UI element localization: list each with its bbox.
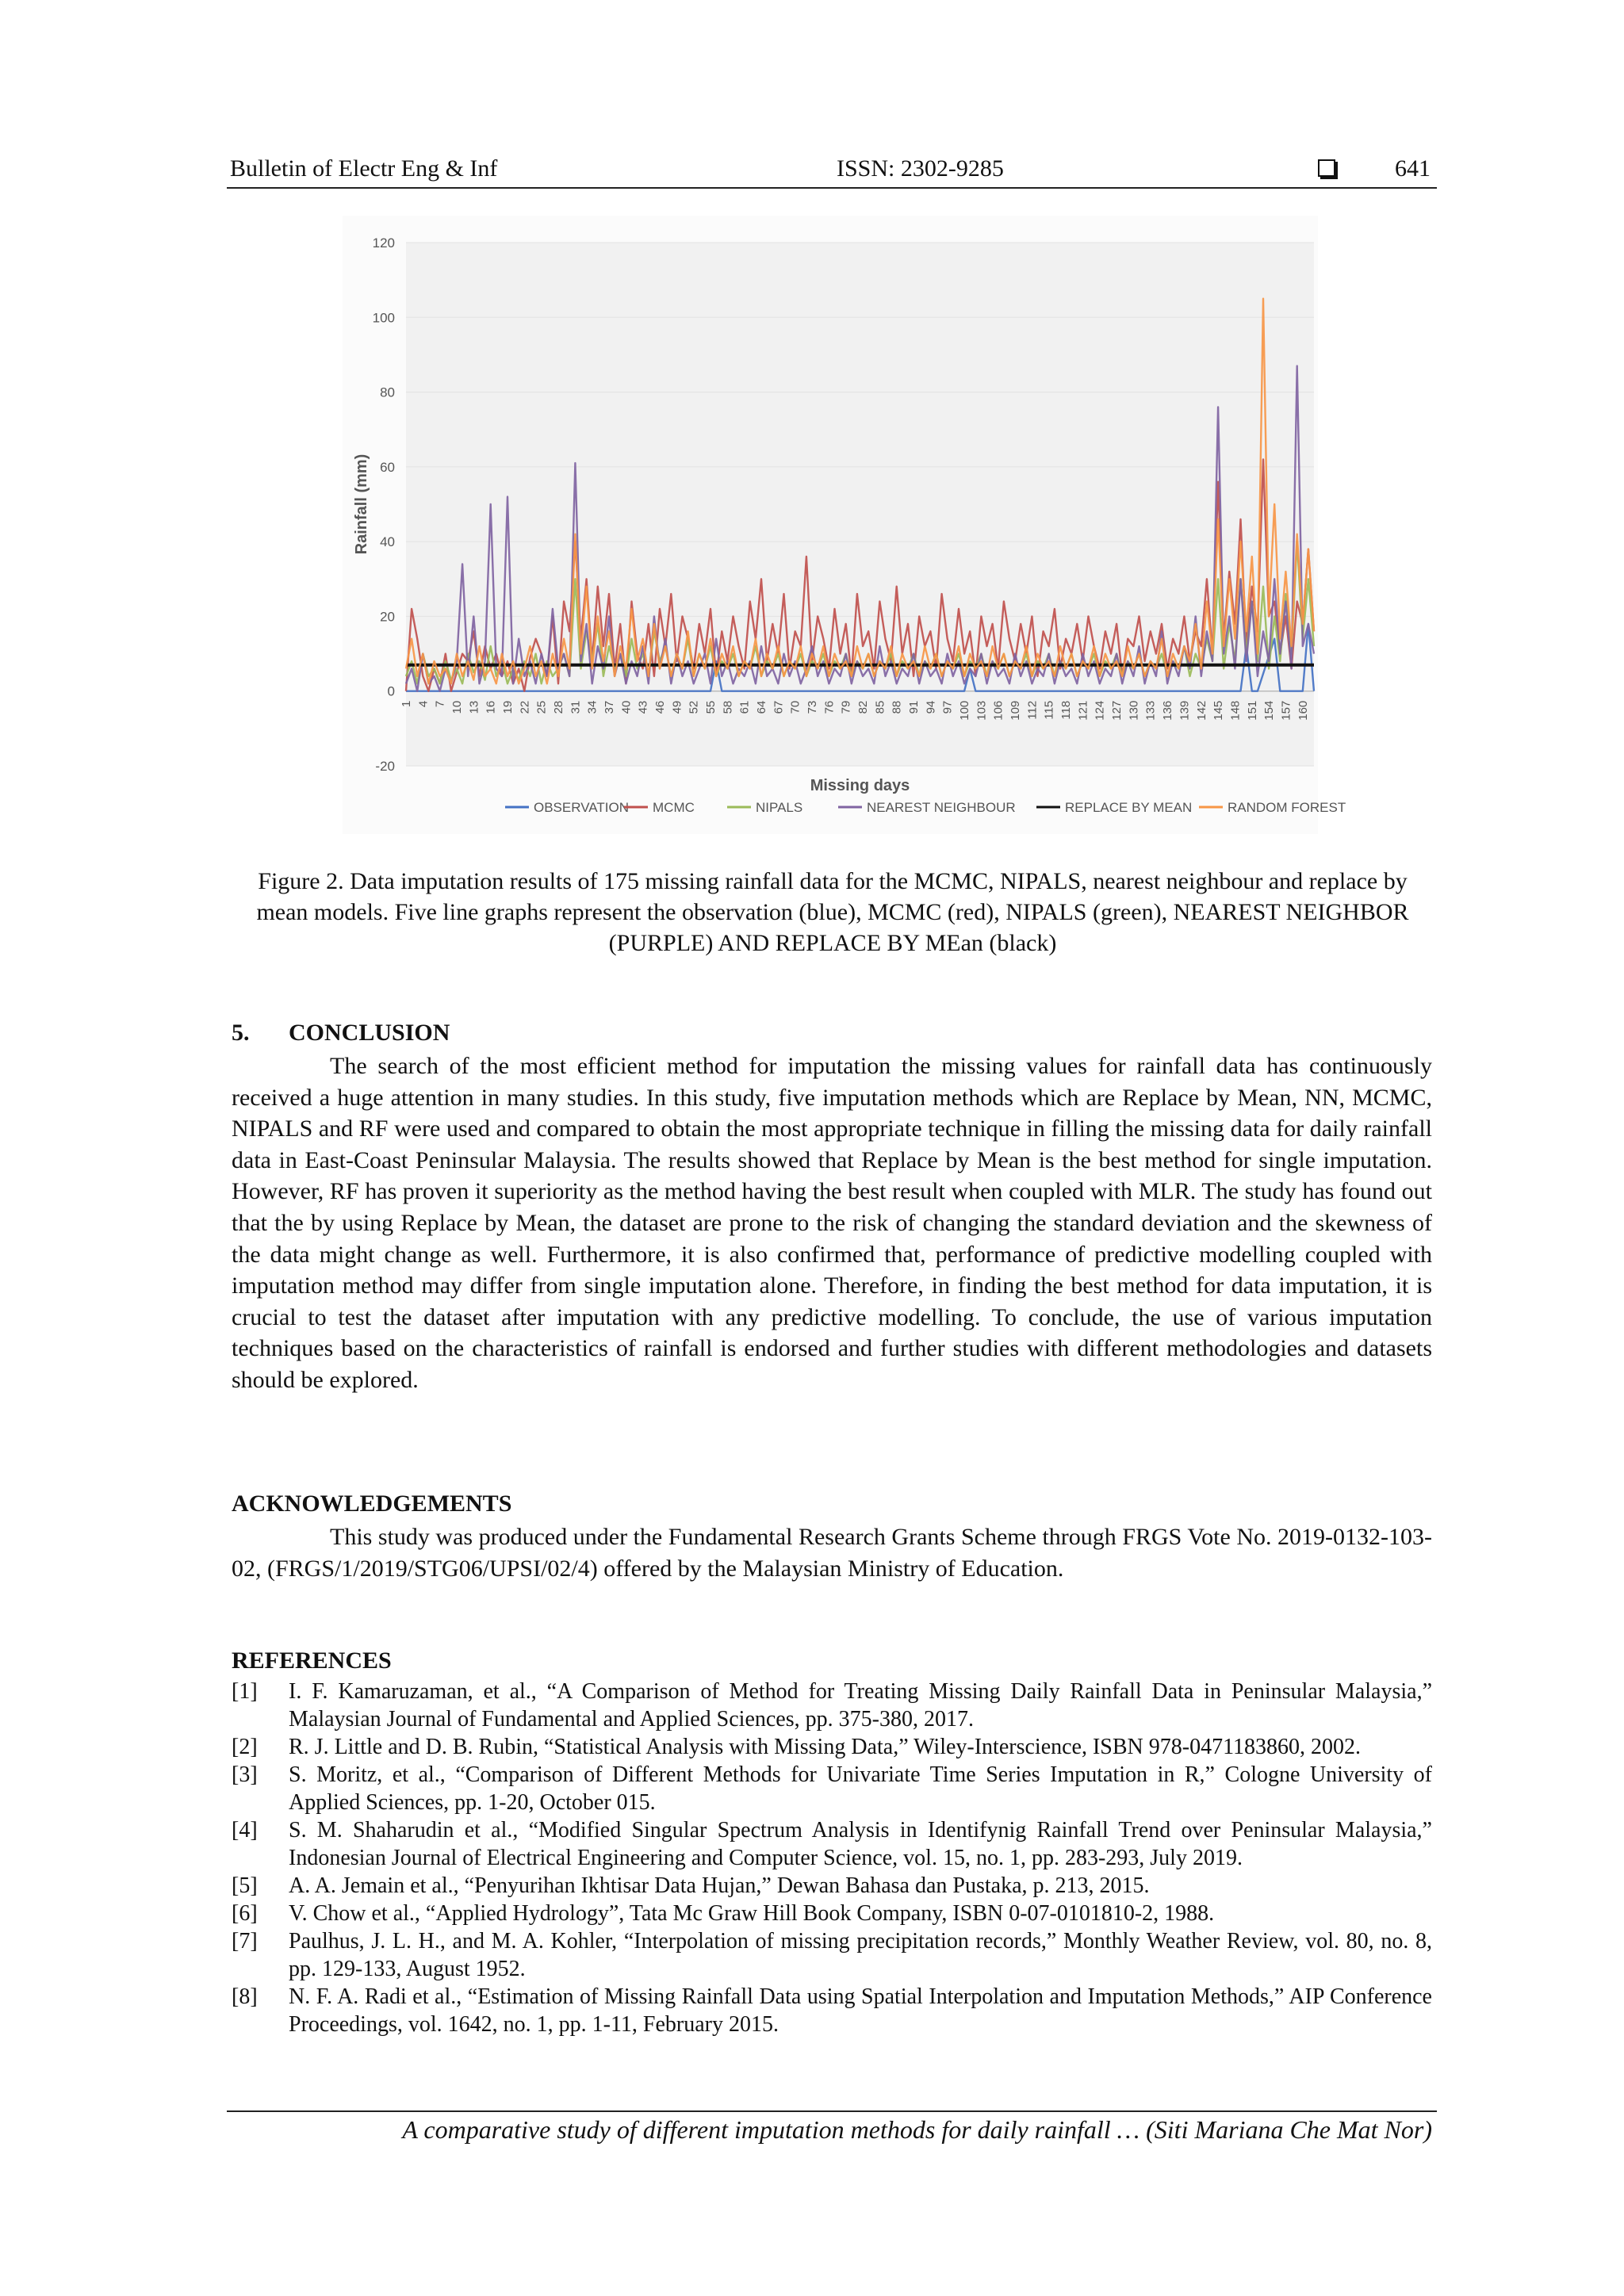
x-tick-label: 127 <box>1110 700 1124 721</box>
y-tick-label: -20 <box>375 759 395 774</box>
y-tick-label: 40 <box>380 534 395 550</box>
x-tick-label: 94 <box>924 700 938 714</box>
acknowledgements-paragraph <box>232 1521 1432 1584</box>
x-tick-label: 148 <box>1228 700 1243 721</box>
x-tick-label: 52 <box>687 700 701 714</box>
x-tick-label: 154 <box>1262 700 1277 721</box>
figure-caption: Figure 2. Data imputation results of 175 missing rainfall data for the MCMC, NIPALS, nearest neighbour and replace by mean models. Five line graphs represent the observation (blue), MCMC (red), NIPALS (green), NEAREST NEIGHBOR (PURPLE) AND REPLACE BY MEan (black) <box>256 868 1409 956</box>
legend-entry: NIPALS <box>756 800 803 815</box>
x-tick-label: 97 <box>940 700 955 714</box>
legend-entry: RANDOM FOREST <box>1228 800 1346 815</box>
reference-item: [2] R. J. Little and D. B. Rubin, “Statistical Analysis with Missing Data,” Wiley-Interscience, ISBN 978-0471183860, 2002. <box>232 1735 1362 1759</box>
reference-item: [4] S. M. Shaharudin et al., “Modified Singular Spectrum Analysis in Identifynig Rainfall Trend over Peninsular Malaysia,” Indonesian Journal of Electrical Engineering and Computer Science, vol. 15, no. 1, pp. 283-293, July 2019. <box>232 1818 1432 1870</box>
x-tick-label: 46 <box>653 700 668 714</box>
x-tick-label: 22 <box>518 700 532 714</box>
legend-entry: REPLACE BY MEAN <box>1065 800 1193 815</box>
x-tick-label: 91 <box>907 700 921 714</box>
x-tick-label: 118 <box>1059 700 1074 720</box>
x-tick-label: 13 <box>467 700 481 714</box>
x-tick-label: 73 <box>806 700 820 714</box>
x-tick-label: 151 <box>1245 700 1259 721</box>
x-tick-label: 79 <box>839 700 853 714</box>
x-tick-label: 112 <box>1025 700 1040 720</box>
conclusion-heading-number: 5. <box>232 1020 250 1046</box>
acknowledgements-text: This study was produced under the Fundamental Research Grants Scheme through FRGS Vote No. 2019-0132-103-02, (FRGS/1/2019/STG06/UPSI/02/4) offered by the Malaysian Ministry of Education. <box>232 1524 1432 1582</box>
x-tick-label: 31 <box>569 700 583 714</box>
x-tick-label: 64 <box>755 700 769 714</box>
legend-entry: NEAREST NEIGHBOUR <box>867 800 1016 815</box>
conclusion-text: The search of the most efficient method for imputation the missing values for rainfall data has continuously received a huge attention in many studies. In this study, five imputation methods which are Replace by Mean, NN, MCMC, NIPALS and RF were used and compared to obtain the most appropriate technique in filling the missing data for daily rainfall data in East-Coast Peninsular Malaysia. The results showed that Replace by Mean is the best method for single imputation. However, RF has proven it superiority as the method having the best result when coupled with MLR. The study has found out that the by using Replace by Mean, the dataset are prone to the risk of changing the standard deviation and the skewness of the data might change as well. Furthermore, it is also confirmed that, performance of predictive modelling coupled with imputation method may differ from single imputation alone. Therefore, in finding the best method for data imputation, it is crucial to test the dataset after imputation with any predictive modelling. To conclude, the use of various imputation techniques based on the characteristics of rainfall is endorsed and further studies with different methodologies and datasets should be explored. <box>232 1053 1432 1393</box>
x-tick-label: 34 <box>585 700 599 714</box>
x-tick-label: 106 <box>991 700 1005 721</box>
y-tick-label: 60 <box>380 459 395 475</box>
x-tick-label: 121 <box>1076 700 1090 721</box>
square-icon <box>1318 159 1335 177</box>
y-tick-label: 120 <box>372 235 395 251</box>
rainfall-imputation-chart <box>343 216 1346 834</box>
y-axis-label: Rainfall (mm) <box>353 453 370 555</box>
y-tick-label: 80 <box>380 385 395 400</box>
reference-item: [6] V. Chow et al., “Applied Hydrology”, Tata Mc Graw Hill Book Company, ISBN 0-07-0101810-2, 1988. <box>232 1901 1215 1926</box>
conclusion-heading: CONCLUSION <box>289 1020 450 1046</box>
x-tick-label: 133 <box>1143 700 1158 721</box>
figure-2 <box>343 216 1346 834</box>
x-tick-label: 70 <box>788 700 802 714</box>
issn: ISSN: 2302-9285 <box>837 155 1004 182</box>
conclusion-paragraph <box>232 1050 1432 1396</box>
plot-area <box>406 243 1314 766</box>
references-heading: REFERENCES <box>232 1647 392 1674</box>
running-footer: A comparative study of different imputation methods for daily rainfall … (Siti Mariana Che Mat Nor) <box>402 2115 1432 2144</box>
x-tick-label: 142 <box>1194 700 1208 721</box>
x-tick-label: 82 <box>856 700 871 714</box>
x-tick-label: 40 <box>619 700 634 714</box>
x-tick-label: 7 <box>433 700 447 708</box>
x-tick-label: 58 <box>721 700 735 714</box>
page-number: 641 <box>1395 155 1431 182</box>
x-tick-label: 16 <box>484 700 498 714</box>
footer-rule <box>227 2110 1437 2112</box>
x-tick-label: 4 <box>416 700 431 708</box>
reference-item: [5] A. A. Jemain et al., “Penyurihan Ikhtisar Data Hujan,” Dewan Bahasa dan Pustaka, p. 213, 2015. <box>232 1873 1150 1898</box>
x-tick-label: 19 <box>501 700 515 714</box>
legend-entry: OBSERVATION <box>534 800 629 815</box>
x-tick-label: 103 <box>975 700 989 721</box>
x-tick-label: 37 <box>603 700 617 714</box>
x-tick-label: 49 <box>670 700 684 714</box>
x-tick-label: 115 <box>1042 700 1056 720</box>
y-tick-label: 0 <box>387 683 395 699</box>
acknowledgements-heading: ACKNOWLEDGEMENTS <box>232 1490 512 1517</box>
y-tick-label: 20 <box>380 609 395 625</box>
x-tick-label: 160 <box>1296 700 1310 721</box>
x-tick-label: 100 <box>958 700 972 721</box>
x-tick-label: 1 <box>400 700 413 708</box>
x-axis-label: Missing days <box>810 777 910 794</box>
x-tick-label: 76 <box>822 700 837 714</box>
x-tick-label: 85 <box>873 700 887 714</box>
x-tick-label: 124 <box>1093 700 1107 721</box>
reference-item: [3] S. Moritz, et al., “Comparison of Different Methods for Univariate Time Series Imputation in R,” Cologne University of Applied Sciences, pp. 1-20, October 015. <box>232 1762 1432 1815</box>
x-tick-label: 28 <box>552 700 566 714</box>
x-tick-label: 55 <box>704 700 718 714</box>
running-header <box>230 155 1435 190</box>
x-tick-label: 25 <box>534 700 549 714</box>
x-tick-label: 136 <box>1161 700 1175 721</box>
x-tick-label: 145 <box>1212 700 1226 721</box>
reference-item: [8] N. F. A. Radi et al., “Estimation of Missing Rainfall Data using Spatial Interpolation and Imputation Methods,” AIP Conference Proceedings, vol. 1642, no. 1, pp. 1-11, February 2015. <box>232 1984 1432 2037</box>
x-tick-label: 43 <box>636 700 650 714</box>
x-tick-label: 10 <box>450 700 465 714</box>
reference-item: [7] Paulhus, J. L. H., and M. A. Kohler, “Interpolation of missing precipitation records,” Monthly Weather Review, vol. 80, no. 8, pp. 129-133, August 1952. <box>232 1929 1432 1981</box>
x-tick-label: 109 <box>1009 700 1023 721</box>
header-rule <box>227 187 1437 189</box>
x-tick-label: 157 <box>1279 700 1293 721</box>
x-tick-label: 139 <box>1178 700 1192 721</box>
legend-entry: MCMC <box>653 800 695 815</box>
reference-item: [1] I. F. Kamaruzaman, et al., “A Comparison of Method for Treating Missing Daily Rainfall Data in Peninsular Malaysia,” Malaysian Journal of Fundamental and Applied Sciences, pp. 375-380, 2017. <box>232 1679 1432 1732</box>
y-tick-label: 100 <box>372 310 395 326</box>
x-tick-label: 88 <box>890 700 904 714</box>
reference-list <box>232 1678 1432 2038</box>
x-tick-label: 61 <box>737 700 752 714</box>
x-tick-label: 67 <box>772 700 786 714</box>
x-tick-label: 130 <box>1127 700 1141 721</box>
journal-name: Bulletin of Electr Eng & Inf <box>230 155 498 182</box>
